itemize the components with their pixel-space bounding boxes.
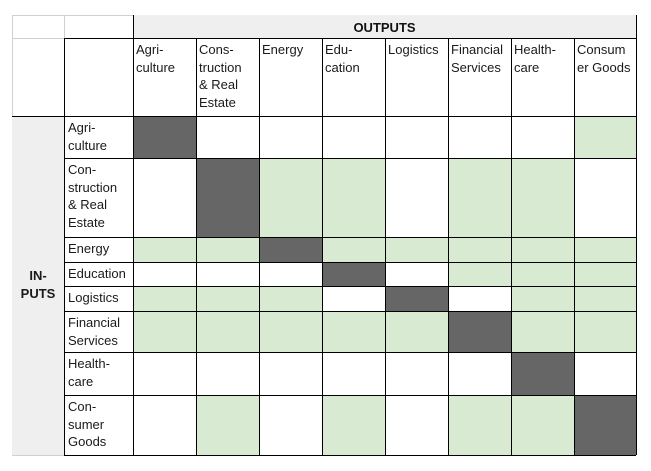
empty-cell <box>385 395 448 455</box>
row-header-1: Con- struction & Real Estate <box>68 162 118 230</box>
empty-cell <box>574 158 636 237</box>
linked-cell <box>133 286 196 311</box>
linked-cell <box>511 262 574 286</box>
diagonal-cell <box>196 158 259 237</box>
grid-line <box>64 395 636 396</box>
linked-cell <box>511 158 574 237</box>
column-header-6: Health- care <box>514 42 556 75</box>
inputs-title: IN- PUTS <box>20 268 56 301</box>
linked-cell <box>133 237 196 262</box>
empty-cell <box>259 352 322 395</box>
empty-cell <box>259 395 322 455</box>
empty-cell <box>511 116 574 158</box>
empty-cell <box>259 116 322 158</box>
diagonal-cell <box>385 286 448 311</box>
linked-cell <box>259 311 322 352</box>
row-header-2: Energy <box>68 241 110 256</box>
empty-cell <box>448 352 511 395</box>
row-header-4: Logistics <box>68 290 119 305</box>
grid-line <box>385 38 386 455</box>
diagonal-cell <box>511 352 574 395</box>
grid-line <box>12 15 13 116</box>
grid-line <box>12 15 133 16</box>
grid-line <box>64 15 65 38</box>
empty-cell <box>196 116 259 158</box>
grid-line <box>196 38 197 455</box>
diagonal-cell <box>133 116 196 158</box>
grid-line <box>259 38 260 455</box>
empty-cell <box>385 352 448 395</box>
linked-cell <box>574 286 636 311</box>
grid-line <box>322 38 323 455</box>
outputs-title: OUTPUTS <box>353 20 416 35</box>
grid-line <box>64 237 636 238</box>
linked-cell <box>259 286 322 311</box>
grid-line <box>448 38 449 455</box>
column-header-0: Agri- culture <box>136 42 176 75</box>
linked-cell <box>448 158 511 237</box>
grid-line <box>133 15 134 455</box>
linked-cell <box>511 311 574 352</box>
empty-cell <box>133 395 196 455</box>
empty-cell <box>133 158 196 237</box>
empty-cell <box>385 262 448 286</box>
linked-cell <box>322 395 385 455</box>
empty-cell <box>322 116 385 158</box>
grid-line <box>12 38 64 39</box>
empty-cell <box>259 262 322 286</box>
empty-cell <box>322 286 385 311</box>
empty-cell <box>385 158 448 237</box>
column-header-7: Consum er Goods <box>577 42 631 75</box>
linked-cell <box>574 116 636 158</box>
column-header-4: Logistics <box>388 42 439 57</box>
linked-cell <box>511 237 574 262</box>
grid-line <box>636 15 637 455</box>
grid-line <box>64 38 636 39</box>
linked-cell <box>574 262 636 286</box>
empty-cell <box>196 352 259 395</box>
empty-cell <box>196 262 259 286</box>
linked-cell <box>196 286 259 311</box>
grid-line <box>64 158 636 159</box>
empty-cell <box>385 116 448 158</box>
grid-line <box>64 262 636 263</box>
linked-cell <box>511 395 574 455</box>
row-header-0: Agri- culture <box>68 120 108 153</box>
empty-cell <box>133 262 196 286</box>
grid-line <box>64 286 636 287</box>
linked-cell <box>322 158 385 237</box>
empty-cell <box>448 286 511 311</box>
linked-cell <box>196 395 259 455</box>
row-header-5: Financial Services <box>68 315 121 348</box>
row-header-7: Con- sumer Goods <box>68 399 107 449</box>
linked-cell <box>259 158 322 237</box>
row-header-3: Education <box>68 266 126 281</box>
linked-cell <box>385 237 448 262</box>
linked-cell <box>511 286 574 311</box>
grid-line <box>12 455 64 456</box>
linked-cell <box>574 311 636 352</box>
row-header-6: Health- care <box>68 356 110 389</box>
linked-cell <box>574 237 636 262</box>
linked-cell <box>385 311 448 352</box>
column-header-3: Edu- cation <box>325 42 360 75</box>
grid-line <box>12 116 636 117</box>
linked-cell <box>448 262 511 286</box>
linked-cell <box>448 237 511 262</box>
grid-line <box>64 38 65 455</box>
diagonal-cell <box>322 262 385 286</box>
empty-cell <box>448 116 511 158</box>
column-header-2: Energy <box>262 42 304 57</box>
grid-line <box>574 38 575 455</box>
diagonal-cell <box>259 237 322 262</box>
linked-cell <box>448 395 511 455</box>
linked-cell <box>322 311 385 352</box>
diagonal-cell <box>448 311 511 352</box>
empty-cell <box>574 352 636 395</box>
diagonal-cell <box>574 395 636 455</box>
grid-line <box>511 38 512 455</box>
linked-cell <box>196 311 259 352</box>
linked-cell <box>133 311 196 352</box>
grid-line <box>64 311 636 312</box>
column-header-1: Cons- truction & Real Estate <box>199 42 242 110</box>
grid-line <box>64 352 636 353</box>
empty-cell <box>133 352 196 395</box>
grid-line <box>64 455 636 456</box>
column-header-5: Financial Services <box>451 42 504 75</box>
linked-cell <box>322 237 385 262</box>
empty-cell <box>322 352 385 395</box>
linked-cell <box>196 237 259 262</box>
